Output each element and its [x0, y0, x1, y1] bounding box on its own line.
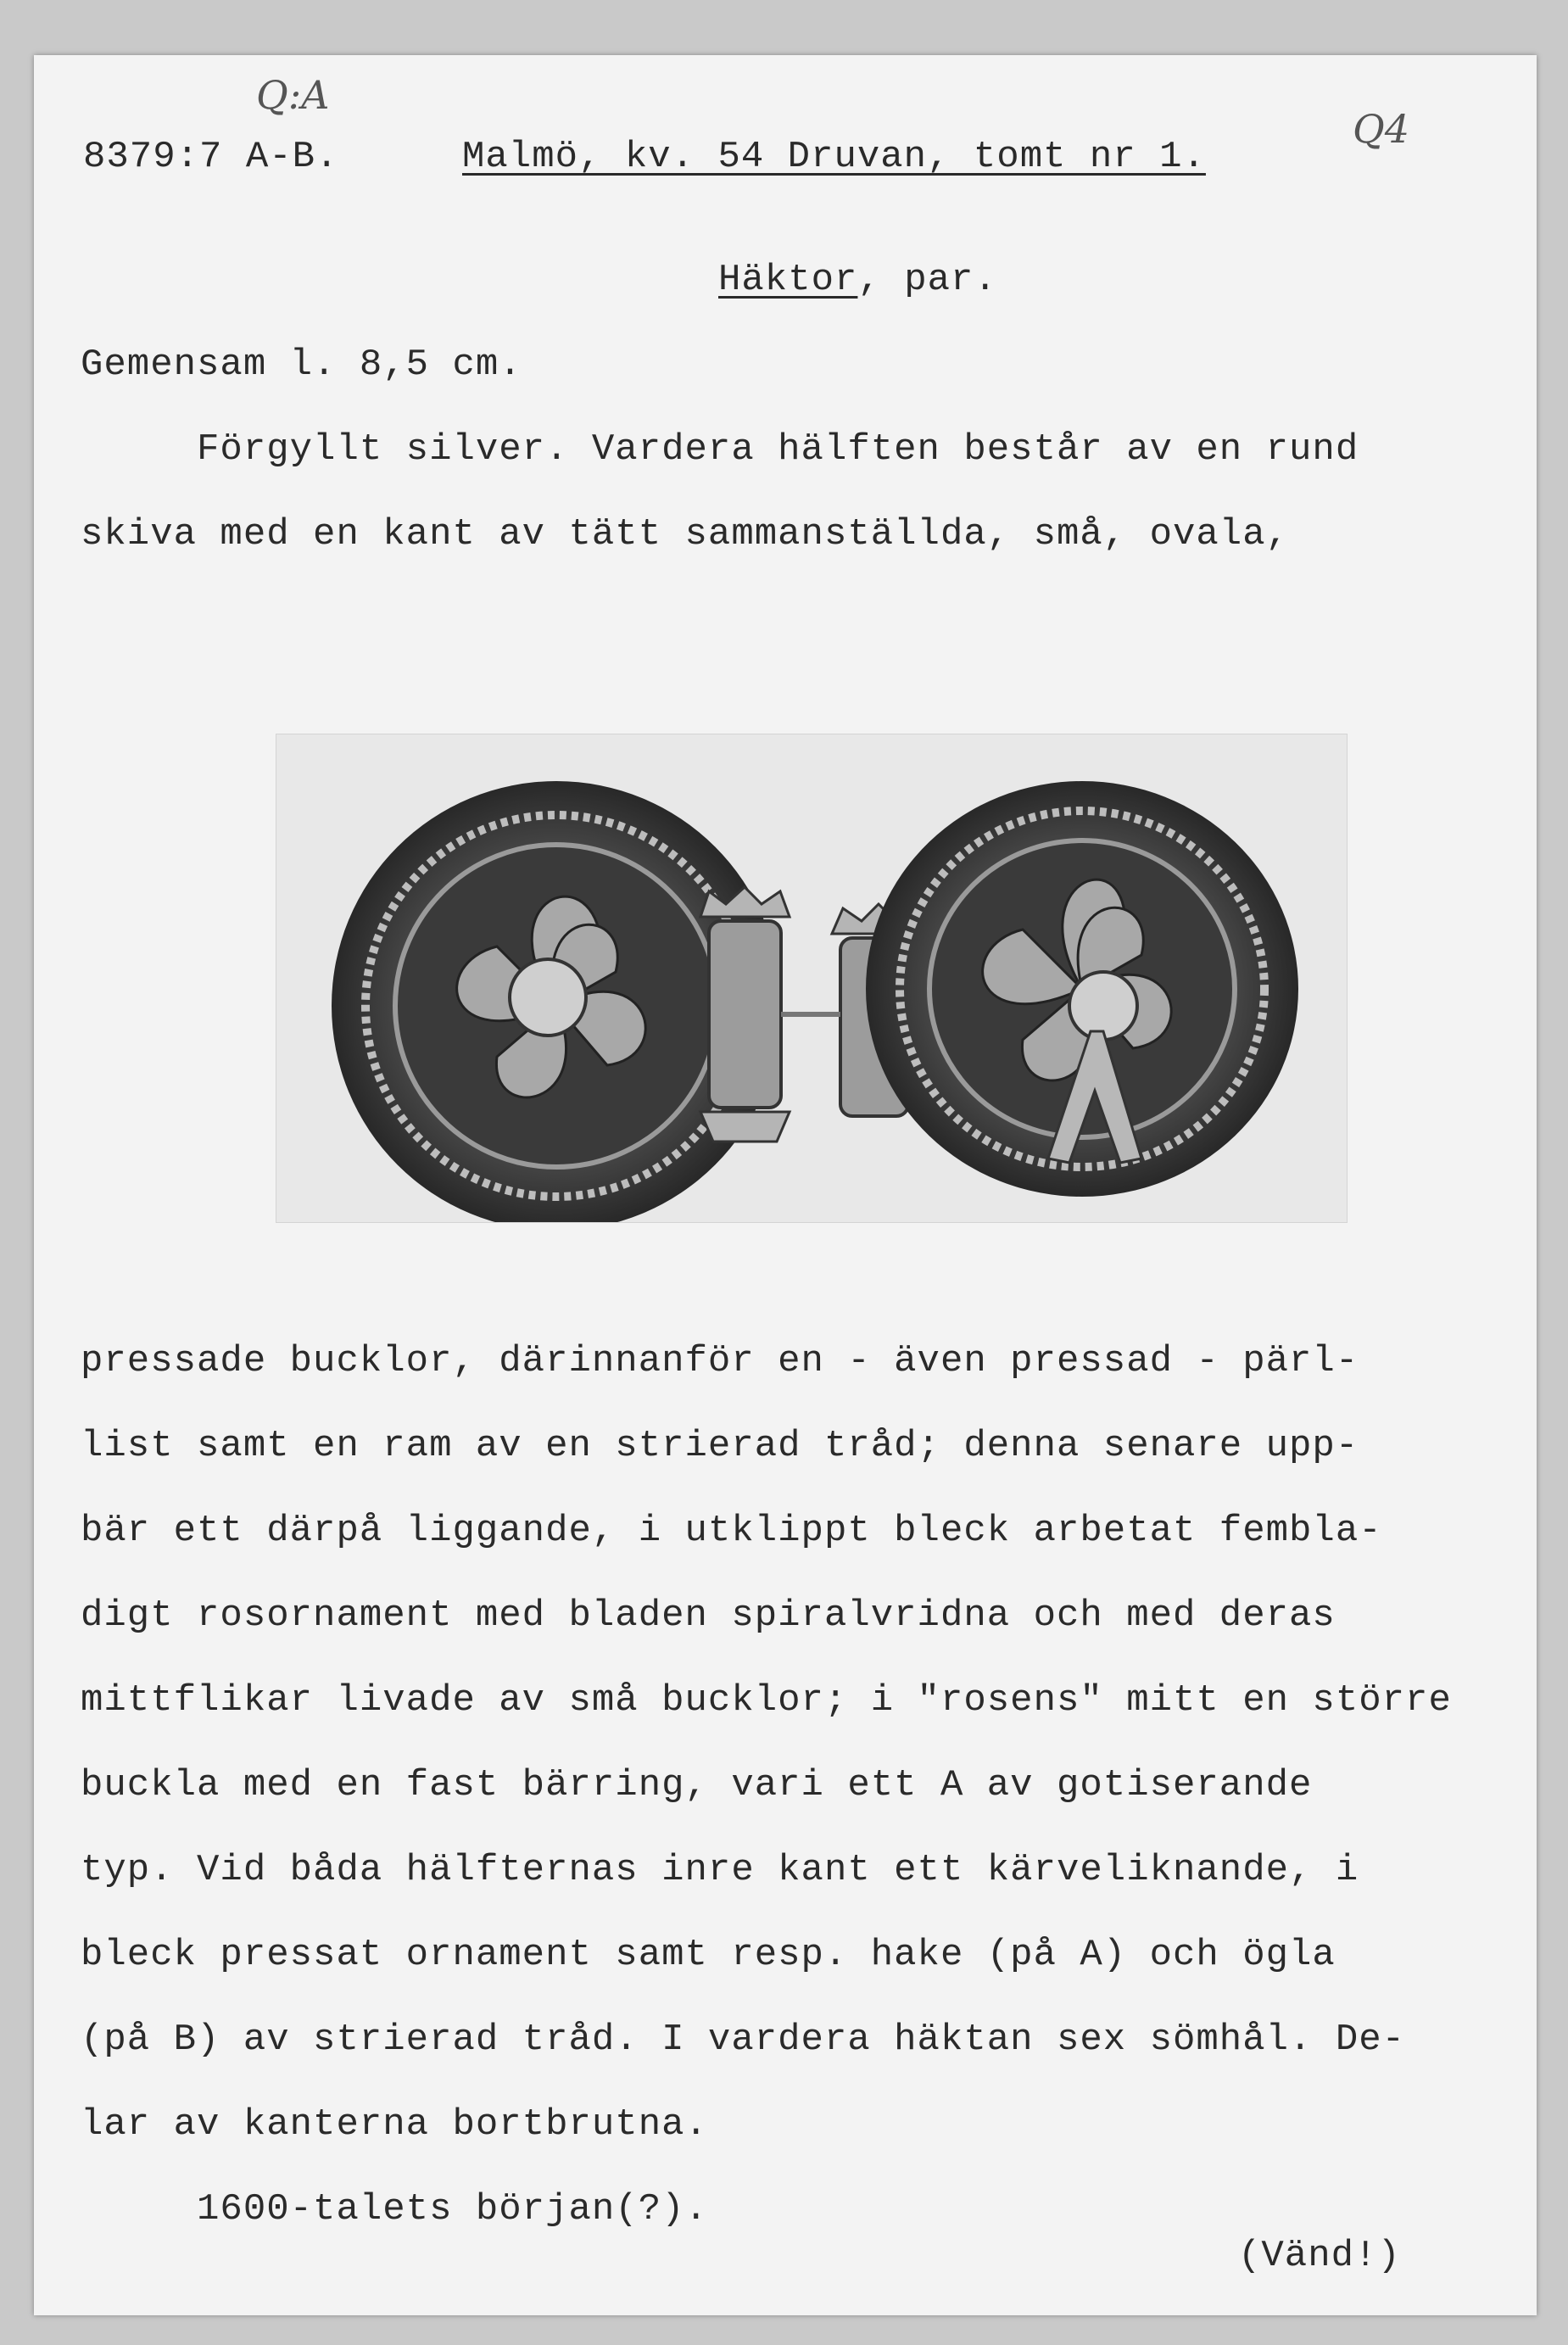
inventory-number: 8379:7 A-B. — [83, 136, 339, 178]
handwritten-note-right: Q4 — [1353, 106, 1409, 152]
clasp-pair-illustration — [276, 734, 1347, 1222]
description-line: bär ett därpå liggande, i utklippt bleck arbetat fembla- — [81, 1510, 1382, 1552]
clasp-a — [332, 781, 790, 1222]
handwritten-note-top: Q:A — [256, 72, 330, 118]
description-line: lar av kanterna bortbrutna. — [81, 2103, 708, 2146]
description-line: typ. Vid båda hälfternas inre kant ett kärveliknande, i — [81, 1849, 1359, 1891]
object-title-rest: , par. — [857, 259, 997, 301]
find-location: Malmö, kv. 54 Druvan, tomt nr 1. — [462, 136, 1206, 178]
object-title-main: Häktor — [718, 259, 858, 301]
measurement: Gemensam l. 8,5 cm. — [81, 343, 522, 386]
description-line: bleck pressat ornament samt resp. hake (på A) och ögla — [81, 1934, 1336, 1976]
clasp-b — [832, 781, 1298, 1197]
description-line: list samt en ram av en strierad tråd; denna senare upp- — [81, 1425, 1359, 1467]
description-line: (på B) av strierad tråd. I vardera häktan sex sömhål. De- — [81, 2018, 1406, 2061]
catalog-card — [34, 55, 1537, 2315]
description-line: buckla med en fast bärring, vari ett A av gotiserande — [81, 1764, 1313, 1806]
description-line: skiva med en kant av tätt sammanställda, små, ovala, — [81, 513, 1290, 556]
object-title — [718, 259, 997, 301]
turn-over-note: (Vänd!) — [1238, 2235, 1401, 2277]
description-line: mittflikar livade av små bucklor; i "rosens" mitt en större — [81, 1679, 1452, 1722]
description-line: Förgyllt silver. Vardera hälften består av en rund — [81, 428, 1359, 471]
dating: 1600-talets början(?). — [81, 2188, 708, 2231]
description-line: digt rosornament med bladen spiralvridna och med deras — [81, 1594, 1336, 1637]
description-line: pressade bucklor, därinnanför en - även pressad - pärl- — [81, 1340, 1359, 1382]
photo-clasps — [276, 734, 1348, 1223]
